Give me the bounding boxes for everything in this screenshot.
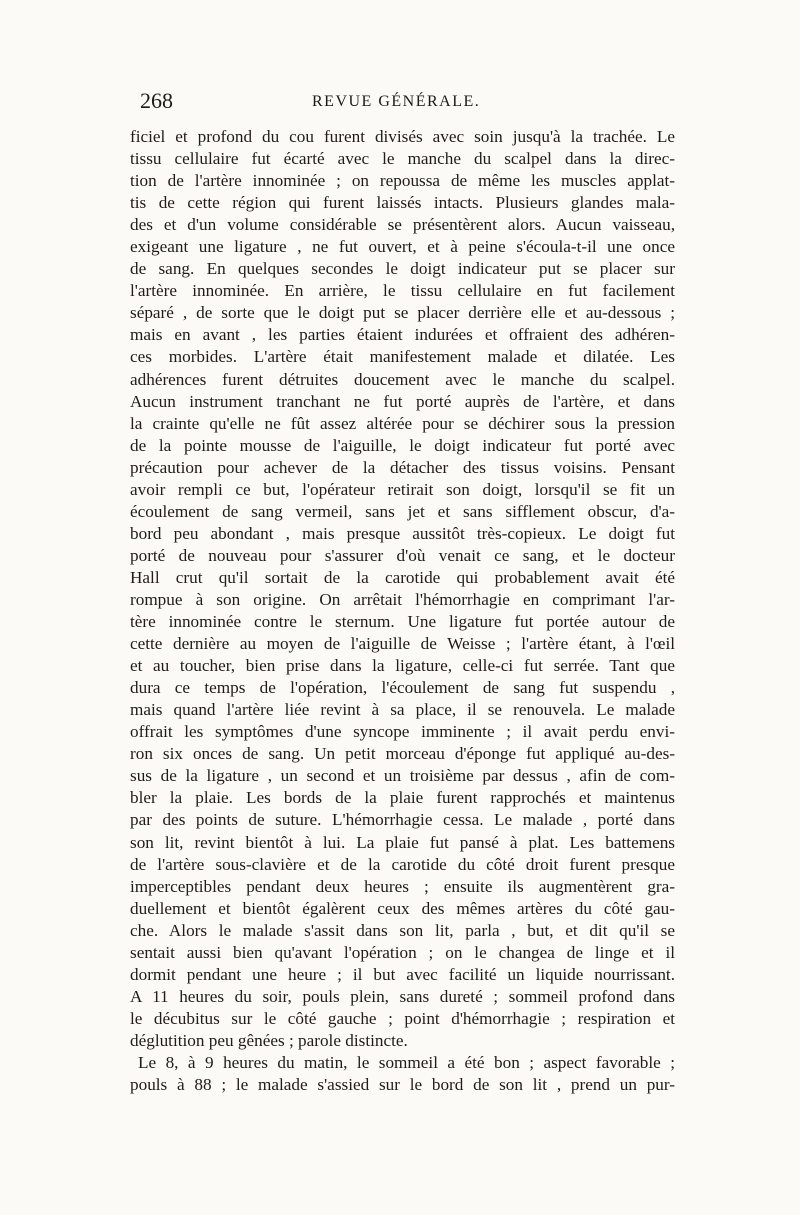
text-line: imperceptibles pendant deux heures ; ensuite ils augmentèrent gra- <box>130 876 675 896</box>
text-line: et au toucher, bien prise dans la ligature, celle-ci fut serrée. Tant que <box>130 656 675 676</box>
text-line: tis de cette région qui furent laissés intacts. Plusieurs glandes mala- <box>130 193 675 213</box>
body-text <box>130 126 675 1096</box>
text-line: exigeant une ligature , ne fut ouvert, et à peine s'écoula-t-il une once <box>130 237 675 257</box>
text-line: cette dernière au moyen de l'aiguille de Weisse ; l'artère étant, à l'œil <box>130 634 675 654</box>
text-line: l'artère innominée. En arrière, le tissu cellulaire en fut facilement <box>130 281 675 301</box>
text-line: dormit pendant une heure ; il but avec facilité un liquide nourrissant. <box>130 964 675 984</box>
text-line: de l'artère sous-clavière et de la carotide du côté droit furent presque <box>130 854 675 874</box>
text-line: ces morbides. L'artère était manifestement malade et dilatée. Les <box>130 347 675 367</box>
text-line: che. Alors le malade s'assit dans son lit, parla , but, et dit qu'il se <box>130 920 675 940</box>
text-line: le décubitus sur le côté gauche ; point d'hémorrhagie ; respiration et <box>130 1008 675 1028</box>
text-line: porté de nouveau pour s'assurer d'où venait ce sang, et le docteur <box>130 545 675 565</box>
text-line: avoir rempli ce but, l'opérateur retirait son doigt, lorsqu'il se fit un <box>130 479 675 499</box>
paragraph <box>130 126 675 1052</box>
text-line: tissu cellulaire fut écarté avec le manche du scalpel dans la direc- <box>130 149 675 169</box>
text-line: de sang. En quelques secondes le doigt indicateur put se placer sur <box>130 259 675 279</box>
text-line: mais en avant , les parties étaient indurées et offraient des adhéren- <box>130 325 675 345</box>
text-line: la crainte qu'elle ne fût assez altérée pour se déchirer sous la pression <box>130 413 675 433</box>
text-line: déglutition peu gênées ; parole distincte. <box>130 1030 408 1050</box>
text-line: duellement et bientôt égalèrent ceux des mêmes artères du côté gau- <box>130 898 675 918</box>
text-line: bler la plaie. Les bords de la plaie furent rapprochés et maintenus <box>130 788 675 808</box>
text-line: sentait aussi bien qu'avant l'opération ; on le changea de linge et il <box>130 942 675 962</box>
text-line: offrait les symptômes d'une syncope imminente ; il avait perdu envi- <box>130 722 675 742</box>
text-line: précaution pour achever de la détacher des tissus voisins. Pensant <box>130 457 675 477</box>
text-line: bord peu abondant , mais presque aussitôt très-copieux. Le doigt fut <box>130 523 675 543</box>
running-title: REVUE GÉNÉRALE. <box>312 93 481 110</box>
text-line: ron six onces de sang. Un petit morceau d'éponge fut appliqué au-des- <box>130 744 675 764</box>
text-line: son lit, revint bientôt à lui. La plaie fut pansé à plat. Les battemens <box>130 832 675 852</box>
text-line: Aucun instrument tranchant ne fut porté auprès de l'artère, et dans <box>130 391 675 411</box>
text-line: mais quand l'artère liée revint à sa place, il se renouvela. Le malade <box>130 700 675 720</box>
text-line: des et d'un volume considérable se présentèrent alors. Aucun vaisseau, <box>130 215 675 235</box>
text-line: dura ce temps de l'opération, l'écoulement de sang fut suspendu , <box>130 678 675 698</box>
page-header <box>140 88 670 118</box>
text-line: A 11 heures du soir, pouls plein, sans dureté ; sommeil profond dans <box>130 986 675 1006</box>
paragraph <box>130 1052 675 1096</box>
text-line: pouls à 88 ; le malade s'assied sur le bord de son lit , prend un pur- <box>130 1075 675 1095</box>
text-line: séparé , de sorte que le doigt put se placer derrière elle et au-dessous ; <box>130 303 675 323</box>
text-line: de la pointe mousse de l'aiguille, le doigt indicateur fut porté avec <box>130 435 675 455</box>
text-line: ficiel et profond du cou furent divisés avec soin jusqu'à la trachée. Le <box>130 127 675 146</box>
page-number: 268 <box>140 88 173 113</box>
text-line: tère innominée contre le sternum. Une ligature fut portée autour de <box>130 612 675 632</box>
text-line: tion de l'artère innominée ; on repoussa de même les muscles applat- <box>130 171 675 191</box>
text-line: adhérences furent détruites doucement avec le manche du scalpel. <box>130 369 675 389</box>
text-line: Le 8, à 9 heures du matin, le sommeil a été bon ; aspect favorable ; <box>138 1052 675 1072</box>
text-line: par des points de suture. L'hémorrhagie cessa. Le malade , porté dans <box>130 810 675 830</box>
text-line: écoulement de sang vermeil, sans jet et sans sifflement obscur, d'a- <box>130 501 675 521</box>
text-line: rompue à son origine. On arrêtait l'hémorrhagie en comprimant l'ar- <box>130 589 675 609</box>
text-line: Hall crut qu'il sortait de la carotide qui probablement avait été <box>130 567 675 587</box>
text-line: sus de la ligature , un second et un troisième par dessus , afin de com- <box>130 766 675 786</box>
